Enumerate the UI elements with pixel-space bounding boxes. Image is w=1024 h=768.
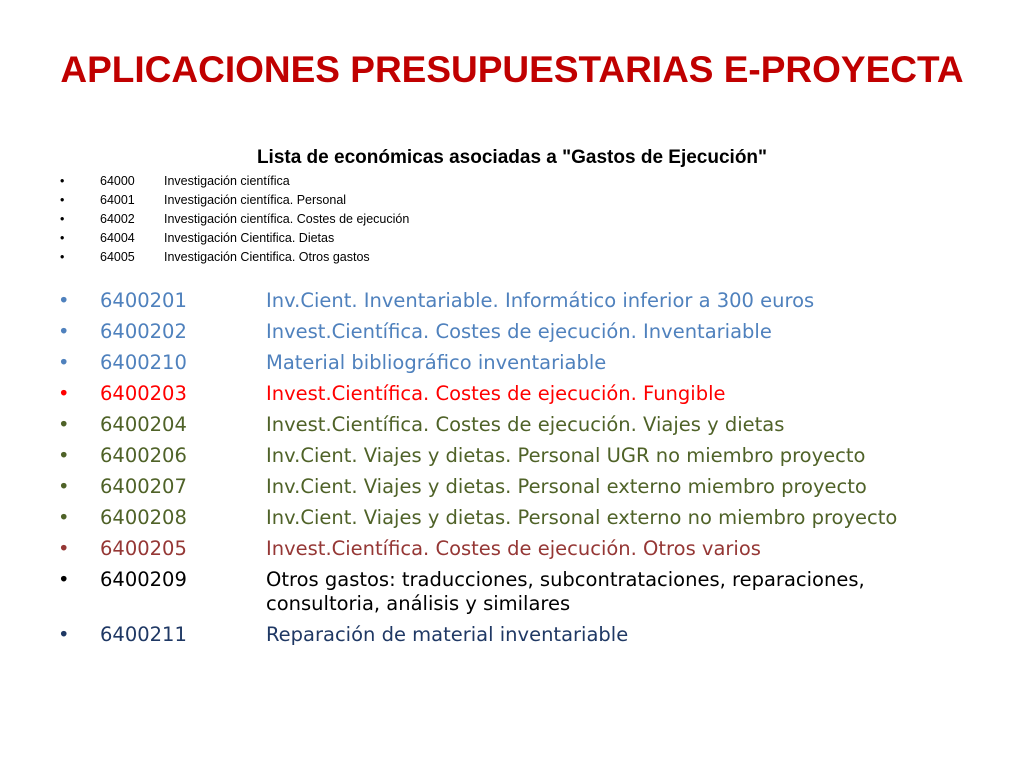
bullet-icon: •: [58, 382, 70, 405]
item-description: Investigación científica. Costes de ejecución: [164, 212, 410, 226]
item-description: Investigación Cientifica. Otros gastos: [164, 250, 370, 264]
list-item: [58, 317, 946, 348]
bullet-icon: •: [58, 444, 70, 467]
item-description: Invest.Científica. Costes de ejecución. Viajes y dietas: [266, 413, 785, 436]
list-item: [58, 620, 946, 651]
item-description: Inv.Cient. Viajes y dietas. Personal UGR no miembro proyecto: [266, 444, 866, 467]
item-code: 6400211: [100, 623, 187, 646]
bullet-icon: •: [60, 231, 65, 245]
item-code: 6400205: [100, 537, 187, 560]
item-code: 64004: [100, 231, 135, 245]
bullet-icon: •: [58, 537, 70, 560]
item-code: 64000: [100, 174, 135, 188]
budget-code-list: [58, 286, 946, 651]
list-item: [58, 286, 946, 317]
item-description: Inv.Cient. Viajes y dietas. Personal externo no miembro proyecto: [266, 506, 898, 529]
bullet-icon: •: [58, 568, 70, 591]
item-code: 6400204: [100, 413, 187, 436]
list-item: [58, 348, 946, 379]
item-description: Inv.Cient. Inventariable. Informático inferior a 300 euros: [266, 289, 815, 312]
bullet-icon: •: [58, 623, 70, 646]
list-item: [58, 534, 946, 565]
bullet-icon: •: [58, 475, 70, 498]
item-description: Investigación Cientifica. Dietas: [164, 231, 335, 245]
item-description: Otros gastos: traducciones, subcontrataciones, reparaciones, consultoria, análisis y similares: [266, 568, 865, 615]
bullet-icon: •: [58, 506, 70, 529]
item-code: 64002: [100, 212, 135, 226]
bullet-icon: •: [60, 212, 65, 226]
bullet-icon: •: [58, 289, 70, 312]
item-code: 64005: [100, 250, 135, 264]
item-code: 6400201: [100, 289, 187, 312]
item-description: Material bibliográfico inventariable: [266, 351, 607, 374]
bullet-icon: •: [58, 351, 70, 374]
item-description: Invest.Científica. Costes de ejecución. Otros varios: [266, 537, 761, 560]
item-description: Investigación científica. Personal: [164, 193, 347, 207]
bullet-icon: •: [60, 174, 65, 188]
item-description: Inv.Cient. Viajes y dietas. Personal externo miembro proyecto: [266, 475, 867, 498]
item-code: 6400203: [100, 382, 187, 405]
item-code: 6400208: [100, 506, 187, 529]
bullet-icon: •: [60, 193, 65, 207]
item-description: Reparación de material inventariable: [266, 623, 629, 646]
item-code: 64001: [100, 193, 135, 207]
item-description: Investigación científica: [164, 174, 290, 188]
slide-title: APLICACIONES PRESUPUESTARIAS E-PROYECTA: [60, 49, 964, 90]
item-description: Invest.Científica. Costes de ejecución. Inventariable: [266, 320, 772, 343]
list-item: [58, 410, 946, 441]
item-code: 6400209: [100, 568, 187, 591]
item-code: 6400207: [100, 475, 187, 498]
item-code: 6400202: [100, 320, 187, 343]
item-code: 6400206: [100, 444, 187, 467]
list-item: [58, 379, 946, 410]
slide-subtitle: Lista de económicas asociadas a "Gastos de Ejecución": [256, 147, 768, 168]
bullet-icon: •: [58, 413, 70, 436]
bullet-icon: •: [60, 250, 65, 264]
bullet-icon: •: [58, 320, 70, 343]
item-code: 6400210: [100, 351, 187, 374]
list-item: [58, 565, 946, 620]
list-item: [58, 503, 946, 534]
item-description: Invest.Científica. Costes de ejecución. Fungible: [266, 382, 726, 405]
list-item: [58, 441, 946, 472]
list-item: [58, 472, 946, 503]
